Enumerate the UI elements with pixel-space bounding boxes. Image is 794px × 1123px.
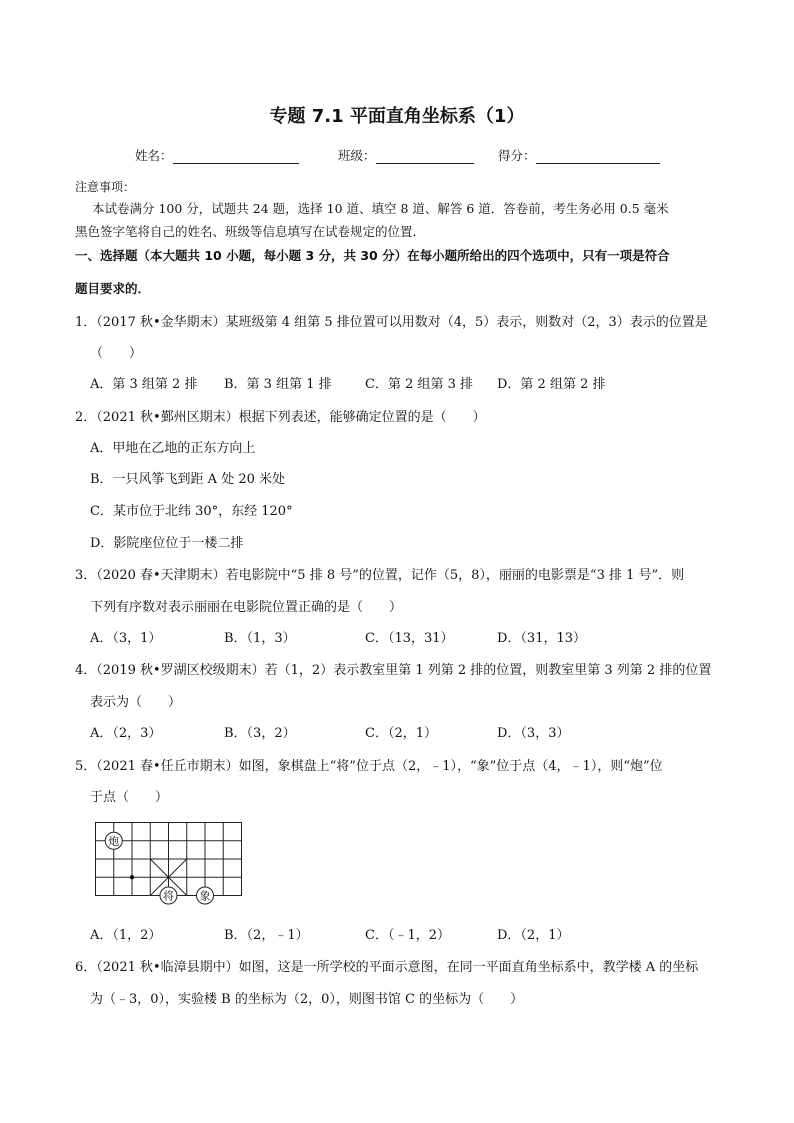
question-1-stem: 1．（2017 秋•金华期末）某班级第 4 组第 5 排位置可以用数对（4，5）表示，则数对（2，3）表示的位置是 (75, 315, 708, 330)
question-3-stem: 3．（2020 春•天津期末）若电影院中“5 排 8 号”的位置，记作（5，8），丽丽的电影票是“3 排 1 号”．则 (75, 568, 685, 583)
piece-jiang-label: 将 (163, 889, 174, 903)
q1-option-c: C．第 2 组第 3 排 (365, 377, 474, 392)
notes-heading: 注意事项： (75, 180, 136, 194)
question-4-stem: 4．（2019 秋•罗湖区校级期末）若（1，2）表示教室里第 1 列第 2 排的位置，则教室里第 3 列第 2 排的位置 (75, 663, 712, 678)
q3-option-c: C．（13，31） (365, 631, 454, 646)
piece-pao-label: 炮 (108, 835, 120, 848)
piece-xiang-label: 象 (199, 889, 211, 903)
q4-option-d: D．（3，3） (497, 726, 570, 741)
q1-option-d: D．第 2 组第 2 排 (497, 377, 606, 392)
class-blank (376, 150, 474, 164)
name-field (135, 146, 299, 164)
piece-jiang (160, 887, 177, 904)
q2-option-a: A．甲地在乙地的正东方向上 (90, 441, 256, 456)
q2-option-d: D．影院座位位于一楼二排 (90, 536, 244, 551)
q1-option-b: B．第 3 组第 1 排 (224, 377, 332, 392)
score-label: 得分： (498, 148, 536, 163)
question-1-stem-cont: （ ） (90, 346, 143, 361)
q5-option-a: A．（1，2） (90, 928, 162, 943)
section-heading-cont: 题目要求的． (75, 281, 151, 296)
question-5-stem-cont: 于点（ ） (90, 790, 169, 805)
piece-xiang (197, 887, 214, 904)
notes-line-2: 黑色签字笔将自己的姓名、班级等信息填写在试卷规定的位置． (75, 224, 426, 239)
notes-line-1: 本试卷满分 100 分，试题共 24 题，选择 10 道、填空 8 道、解答 6 道．答卷前，考生务必用 0.5 毫米 (92, 201, 669, 216)
chessboard-figure (93, 820, 245, 908)
section-heading: 一、选择题（本大题共 10 小题，每小题 3 分，共 30 分）在每小题所给出的四个选项中，只有一项是符合 (75, 248, 670, 263)
q3-option-b: B．（1，3） (224, 631, 296, 646)
q3-option-d: D．（31，13） (497, 631, 587, 646)
question-3-stem-cont: 下列有序数对表示丽丽在电影院位置正确的是（ ） (90, 600, 403, 615)
name-label: 姓名： (135, 148, 173, 163)
q4-option-c: C．（2，1） (365, 726, 437, 741)
q5-option-c: C．（﹣1，2） (365, 928, 450, 943)
question-2-stem: 2．（2021 秋•鄞州区期末）根据下列表述，能够确定位置的是（ ） (75, 410, 486, 425)
q3-option-a: A．（3，1） (90, 631, 162, 646)
marked-point (130, 875, 134, 879)
q4-option-a: A．（2，3） (90, 726, 162, 741)
class-label: 班级： (338, 148, 376, 163)
q4-option-b: B．（3，2） (224, 726, 296, 741)
question-6-stem-cont: 为（﹣3，0），实验楼 B 的坐标为（2，0），则图书馆 C 的坐标为（ ） (90, 992, 524, 1007)
page-title: 专题 7.1 平面直角坐标系（1） (269, 106, 525, 127)
q5-option-b: B．（2，﹣1） (224, 928, 309, 943)
score-blank (536, 150, 660, 164)
question-6-stem: 6．（2021 秋•临漳县期中）如图，这是一所学校的平面示意图，在同一平面直角坐标系中，教学楼 A 的坐标 (75, 960, 699, 975)
q1-option-a: A．第 3 组第 2 排 (90, 377, 198, 392)
q2-option-c: C．某市位于北纬 30°，东经 120° (90, 504, 293, 519)
question-5-stem: 5．（2021 春•任丘市期末）如图，象棋盘上“将”位于点（2，﹣1），“象”位于点（4，﹣1），则“炮”位 (75, 759, 663, 774)
piece-pao (105, 832, 122, 849)
q2-option-b: B．一只风筝飞到距 A 处 20 米处 (90, 472, 286, 487)
q5-option-d: D．（2，1） (497, 928, 570, 943)
class-field (338, 146, 474, 164)
name-blank (173, 150, 299, 164)
score-field (498, 146, 660, 164)
question-4-stem-cont: 表示为（ ） (90, 695, 182, 710)
